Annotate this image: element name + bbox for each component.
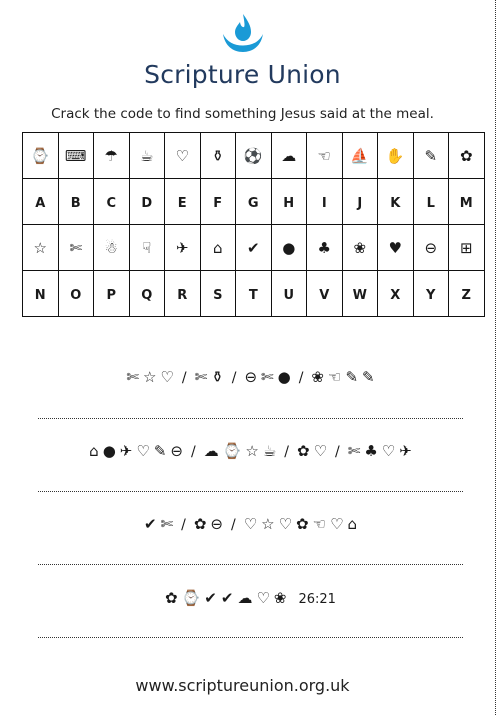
key-cell <box>236 271 272 317</box>
key-cell <box>307 179 343 225</box>
key-cell <box>58 271 94 317</box>
key-cell <box>200 133 236 179</box>
key-cell <box>23 179 59 225</box>
watch-icon: ⌚ <box>30 147 50 165</box>
key-cell <box>58 225 94 271</box>
pointing-hand-icon: ☜ <box>312 515 327 533</box>
symbol-row <box>23 225 485 271</box>
raised-hand-icon: ✋ <box>385 147 405 165</box>
key-cell <box>165 179 201 225</box>
word-separator: / <box>190 444 196 460</box>
key-letter: X <box>390 288 401 303</box>
flower-icon: ✿ <box>459 147 473 165</box>
key-cell <box>413 225 449 271</box>
key-letter: R <box>177 288 188 303</box>
scissors-icon: ✄ <box>261 368 274 386</box>
key-cell <box>23 271 59 317</box>
key-letter: C <box>106 196 117 211</box>
burger-icon: ⊖ <box>424 239 438 257</box>
watch-icon: ⌚ <box>222 442 242 460</box>
key-cell <box>200 179 236 225</box>
house-icon: ⌂ <box>89 442 99 460</box>
word-separator: / <box>284 444 290 460</box>
burger-icon: ⊖ <box>210 515 223 533</box>
pencil-icon: ✎ <box>362 368 375 386</box>
flower-icon: ✿ <box>193 515 207 533</box>
key-letter: F <box>213 196 223 211</box>
key-cell <box>94 133 130 179</box>
cactus-icon: ♣ <box>317 239 331 257</box>
key-letter: E <box>177 196 187 211</box>
key-cell <box>378 225 414 271</box>
star-icon: ☆ <box>245 442 259 460</box>
scissors-icon: ✄ <box>160 515 174 533</box>
key-cell <box>307 271 343 317</box>
code-line-2 <box>38 442 463 460</box>
airplane-icon: ✈ <box>175 239 189 257</box>
key-letter: G <box>247 196 259 211</box>
key-letter: Q <box>141 288 153 303</box>
key-cell <box>342 225 378 271</box>
pencil-icon: ✎ <box>153 442 167 460</box>
key-cell <box>236 179 272 225</box>
ring-icon: ● <box>102 442 116 460</box>
key-cell <box>165 133 201 179</box>
key-cell <box>200 271 236 317</box>
answer-line-4[interactable] <box>38 637 463 638</box>
logo <box>0 12 485 58</box>
letter-row <box>23 179 485 225</box>
checkmark-icon: ✔ <box>204 589 217 607</box>
soccer-ball-icon: ⚽ <box>243 147 263 165</box>
key-cell <box>94 225 130 271</box>
cactus-icon: ♣ <box>364 442 378 460</box>
key-letter: W <box>352 288 367 303</box>
word-separator: / <box>335 444 340 460</box>
scissors-icon: ✄ <box>347 442 361 460</box>
checkmark-icon: ✔ <box>220 589 234 607</box>
pencil-icon: ✎ <box>345 368 359 386</box>
key-letter: A <box>35 196 46 211</box>
scissors-icon: ✄ <box>69 239 83 257</box>
watch-icon: ⌚ <box>181 589 201 607</box>
symbol-row <box>23 133 485 179</box>
key-cell <box>271 225 307 271</box>
heart-icon: ♡ <box>175 147 189 165</box>
burger-icon: ⊖ <box>170 442 183 460</box>
key-letter: N <box>34 288 46 303</box>
burger-icon: ⊖ <box>244 368 258 386</box>
flower-icon: ✿ <box>296 515 309 533</box>
bible-reference: 26:21 <box>298 592 336 607</box>
word-separator: / <box>298 370 304 386</box>
heart-icon: ♡ <box>330 515 344 533</box>
key-cell <box>94 271 130 317</box>
key-letter: L <box>426 196 435 211</box>
key-cell <box>449 179 485 225</box>
tulip-icon: ❀ <box>353 239 367 257</box>
key-cell <box>129 271 165 317</box>
airplane-icon: ✈ <box>119 442 133 460</box>
key-cell <box>307 133 343 179</box>
key-cell <box>449 271 485 317</box>
heart-icon: ♡ <box>136 442 150 460</box>
key-letter: B <box>70 196 81 211</box>
key-cell <box>129 133 165 179</box>
heart-icon: ♡ <box>160 368 174 386</box>
cloud-icon: ☁ <box>237 589 253 607</box>
key-cell <box>23 133 59 179</box>
ring-icon: ● <box>282 239 296 257</box>
tulip-icon: ❀ <box>311 368 324 386</box>
word-separator: / <box>181 517 186 533</box>
key-cell <box>449 225 485 271</box>
star-icon: ☆ <box>261 515 275 533</box>
word-separator: / <box>181 370 187 386</box>
key-letter: M <box>459 196 473 211</box>
star-icon: ☆ <box>33 239 47 257</box>
answer-line-2[interactable] <box>38 491 463 492</box>
key-cell <box>413 133 449 179</box>
cloud-icon: ☁ <box>281 147 297 165</box>
word-separator: / <box>230 517 236 533</box>
checkmark-icon: ✔ <box>246 239 260 257</box>
pencil-icon: ✎ <box>424 147 438 165</box>
pointing-hand-icon: ☜ <box>317 147 331 165</box>
pointing-hand-icon: ☜ <box>328 368 342 386</box>
key-cell <box>58 179 94 225</box>
cloud-icon: ☁ <box>203 442 219 460</box>
airplane-icon: ✈ <box>399 442 412 460</box>
code-line-3 <box>38 515 463 533</box>
key-cell <box>449 133 485 179</box>
key-letter: Z <box>461 288 471 303</box>
flame-logo-icon <box>217 12 269 58</box>
ring-icon: ● <box>277 368 291 386</box>
sailboat-icon: ⛵ <box>350 147 370 165</box>
key-cell <box>129 225 165 271</box>
flower-icon: ✿ <box>165 589 178 607</box>
key-letter: D <box>141 196 153 211</box>
snowman-icon: ☃ <box>104 239 118 257</box>
key-cell <box>342 133 378 179</box>
key-cell <box>342 271 378 317</box>
mug-icon: ☕ <box>262 442 277 460</box>
key-cell <box>94 179 130 225</box>
heart-icon: ♡ <box>256 589 270 607</box>
heart-icon: ♡ <box>243 515 258 533</box>
heart-icon: ♡ <box>278 515 293 533</box>
flower-icon: ✿ <box>297 442 310 460</box>
website-url[interactable]: www.scriptureunion.org.uk <box>135 676 350 695</box>
scissors-icon: ✄ <box>194 368 208 386</box>
vase-icon: ⚱ <box>211 147 225 165</box>
key-letter: P <box>106 288 117 303</box>
answer-line-1[interactable] <box>38 418 463 419</box>
mug-icon: ☕ <box>140 147 154 165</box>
key-cell <box>271 179 307 225</box>
letter-row <box>23 271 485 317</box>
brand-name: Scripture Union <box>144 60 341 89</box>
key-cell <box>129 179 165 225</box>
house-icon: ⌂ <box>212 239 223 257</box>
star-icon: ☆ <box>142 368 157 386</box>
key-cell <box>58 133 94 179</box>
key-cell <box>378 179 414 225</box>
key-cell <box>271 271 307 317</box>
answer-line-3[interactable] <box>38 564 463 565</box>
key-letter: K <box>390 196 401 211</box>
vase-icon: ⚱ <box>211 368 224 386</box>
key-cell <box>307 225 343 271</box>
key-letter: V <box>319 288 330 303</box>
heart-icon: ♡ <box>381 442 396 460</box>
hand-down-icon: ☟ <box>142 239 152 257</box>
key-cell <box>271 133 307 179</box>
cut-line <box>495 0 496 715</box>
code-line-1 <box>38 368 463 386</box>
keyboard-icon: ⌨ <box>64 147 87 165</box>
key-cell <box>200 225 236 271</box>
key-letter: O <box>70 288 82 303</box>
key-cell <box>165 225 201 271</box>
key-cell <box>413 271 449 317</box>
word-separator: / <box>231 370 237 386</box>
key-cell <box>378 271 414 317</box>
umbrella-icon: ☂ <box>104 147 118 165</box>
key-cell <box>165 271 201 317</box>
key-letter: J <box>357 196 363 211</box>
apple-icon: ♥ <box>388 239 402 257</box>
key-letter: H <box>283 196 295 211</box>
checkmark-icon: ✔ <box>143 515 157 533</box>
key-cell <box>236 225 272 271</box>
instruction: Crack the code to find something Jesus said at the meal. <box>51 106 434 122</box>
key-cell <box>378 133 414 179</box>
scissors-icon: ✄ <box>126 368 139 386</box>
cipher-key-table <box>22 132 485 317</box>
house-icon: ⌂ <box>347 515 358 533</box>
key-letter: U <box>283 288 295 303</box>
key-cell <box>23 225 59 271</box>
key-letter: S <box>213 288 223 303</box>
key-cell <box>342 179 378 225</box>
key-letter: I <box>321 196 327 211</box>
key-cell <box>413 179 449 225</box>
code-line-4 <box>38 589 463 607</box>
tulip-icon: ❀ <box>273 589 287 607</box>
bin-icon: ⊞ <box>459 239 473 257</box>
key-letter: T <box>248 288 258 303</box>
heart-icon: ♡ <box>313 442 328 460</box>
key-letter: Y <box>426 288 436 303</box>
key-cell <box>236 133 272 179</box>
